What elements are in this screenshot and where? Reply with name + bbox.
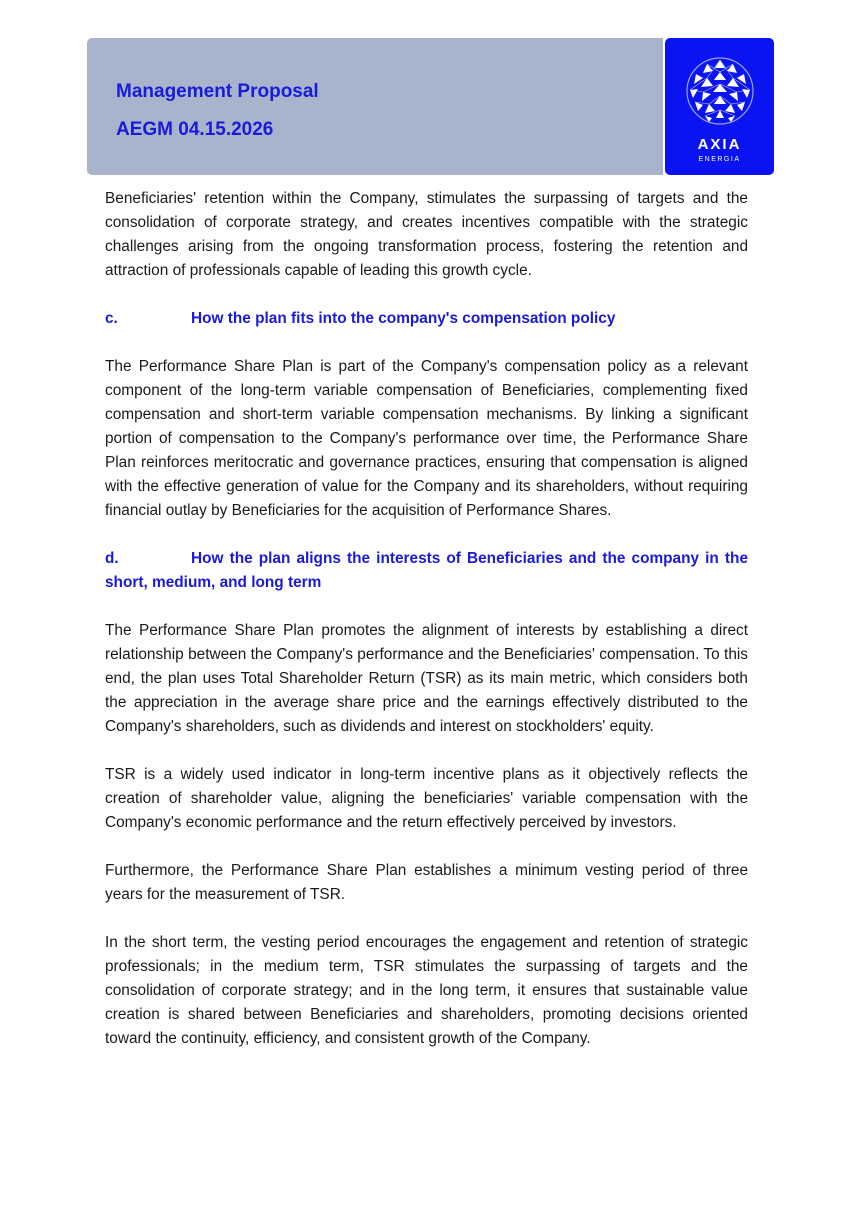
logo-name: AXIA bbox=[697, 136, 742, 153]
globe-icon bbox=[685, 56, 755, 126]
section-d-letter: d. bbox=[105, 550, 119, 567]
header-panel bbox=[87, 38, 663, 175]
header-subtitle: AEGM 04.15.2026 bbox=[116, 119, 274, 140]
intro-paragraph: Beneficiaries' retention within the Company, stimulates the surpassing of targets and the consolidation of corporate strategy, and creates incentives compatible with the strategic challenges arising from the ongoing transformation process, fostering the retention and attraction of professionals capable of leading this growth cycle. bbox=[105, 190, 748, 279]
section-c-heading bbox=[105, 307, 748, 331]
section-c-paragraph-1: The Performance Share Plan is part of the Company's compensation policy as a relevant component of the long-term variable compensation of Beneficiaries, complementing fixed compensation and short-term variable compensation mechanisms. By linking a significant portion of compensation to the Company's performance over time, the Performance Share Plan reinforces meritocratic and governance practices, ensuring that compensation is aligned with the effective generation of value for the Company and its shareholders, without requiring financial outlay by Beneficiaries for the acquisition of Performance Shares. bbox=[105, 358, 748, 519]
header-title: Management Proposal bbox=[116, 81, 319, 102]
document-body bbox=[105, 187, 748, 1075]
document-header bbox=[87, 38, 774, 175]
section-d-paragraph-4: In the short term, the vesting period encourages the engagement and retention of strategic professionals; in the medium term, TSR stimulates the surpassing of targets and the consolidation of corporate strategy; and in the long term, it ensures that sustainable value creation is shared between Beneficiaries and shareholders, promoting decisions oriented toward the continuity, efficiency, and consistent growth of the Company. bbox=[105, 934, 748, 1047]
logo-subtitle: ENERGIA bbox=[698, 156, 741, 163]
section-d-paragraph-2: TSR is a widely used indicator in long-term incentive plans as it objectively reflects the creation of shareholder value, aligning the beneficiaries' variable compensation with the Company's economic performance and the return effectively perceived by investors. bbox=[105, 766, 748, 831]
company-logo bbox=[665, 38, 774, 175]
section-c-letter: c. bbox=[105, 310, 118, 327]
section-d-heading bbox=[105, 547, 748, 595]
section-d-paragraph-1: The Performance Share Plan promotes the alignment of interests by establishing a direct relationship between the Company's performance and the Beneficiaries' compensation. To this end, the plan uses Total Shareholder Return (TSR) as its main metric, which considers both the appreciation in the average share price and the earnings effectively distributed to the Company's shareholders, such as dividends and interest on stockholders' equity. bbox=[105, 622, 748, 735]
section-d-title: How the plan aligns the interests of Beneficiaries and the company in the short, medium, and long term bbox=[105, 550, 748, 591]
section-c-title: How the plan fits into the company's compensation policy bbox=[191, 310, 616, 327]
section-d-paragraph-3: Furthermore, the Performance Share Plan establishes a minimum vesting period of three years for the measurement of TSR. bbox=[105, 862, 748, 903]
